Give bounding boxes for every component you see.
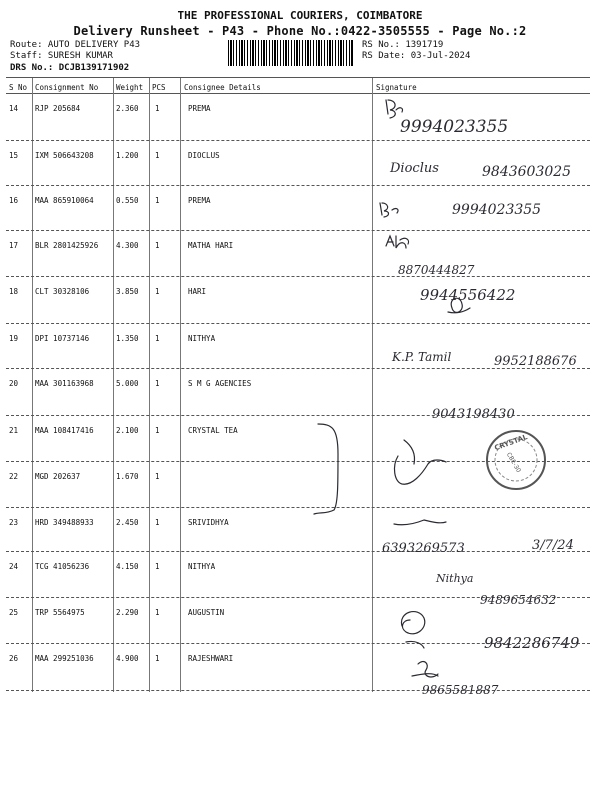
cell-pcs: 1: [155, 196, 160, 205]
cell-sno: 25: [9, 608, 19, 617]
signature-scribble: [395, 440, 446, 484]
cell-sno: 24: [9, 562, 19, 571]
handwritten-phone: 9994023355: [452, 202, 542, 218]
cell-consignment: IXM 506643208: [35, 151, 94, 160]
handwritten-phone: 9842286749: [484, 634, 580, 652]
cell-consignment: RJP 205684: [35, 104, 81, 113]
cell-sno: 22: [9, 472, 19, 481]
cell-sno: 14: [9, 104, 19, 113]
cell-consignment: MAA 301163968: [35, 379, 94, 388]
cell-sno: 26: [9, 654, 19, 663]
cell-pcs: 1: [155, 334, 160, 343]
col-header-sno: S No: [9, 83, 28, 92]
cell-pcs: 1: [155, 241, 160, 250]
company-title: THE PROFESSIONAL COURIERS, COIMBATORE: [177, 9, 423, 22]
cell-weight: 4.150: [116, 562, 139, 571]
cell-pcs: 1: [155, 379, 160, 388]
cell-consignment: CLT 30328106: [35, 287, 90, 296]
cell-sno: 18: [9, 287, 19, 296]
cell-sno: 19: [9, 334, 19, 343]
handwritten-phone: 9843603025: [482, 164, 572, 180]
cell-weight: 0.550: [116, 196, 139, 205]
col-header-consignee: Consignee Details: [184, 83, 261, 92]
cell-weight: 4.300: [116, 241, 139, 250]
cell-consignee: PREMA: [188, 104, 211, 113]
cell-pcs: 1: [155, 426, 160, 435]
rs-number: RS No.: 1391719: [362, 40, 444, 50]
cell-consignment: MGD 202637: [35, 472, 81, 481]
cell-consignment: TCG 41056236: [35, 562, 90, 571]
handwritten-name: Dioclus: [390, 161, 439, 176]
handwritten-phone: 8870444827: [398, 263, 475, 277]
cell-weight: 1.670: [116, 472, 139, 481]
staff-label: Staff: SURESH KUMAR: [10, 51, 113, 61]
cell-weight: 2.100: [116, 426, 139, 435]
cell-consignee: S M G AGENCIES: [188, 379, 252, 388]
col-header-weight: Weight: [116, 83, 144, 92]
stamp-text: CRYSTAL: [493, 433, 529, 453]
stamp-subtext: CBE-30: [504, 451, 522, 474]
cell-weight: 2.450: [116, 518, 139, 527]
handwritten-phone: 6393269573: [382, 541, 465, 556]
runsheet-subtitle: Delivery Runsheet - P43 - Phone No.:0422-3505555 - Page No.:2: [73, 24, 527, 38]
handwritten-phone: 9952188676: [494, 354, 577, 369]
signature-scribble: [386, 100, 403, 118]
cell-consignee: CRYSTAL TEA: [188, 426, 238, 435]
cell-pcs: 1: [155, 518, 160, 527]
handwritten-phone: 9865581887: [422, 683, 499, 697]
col-header-signature: Signature: [376, 83, 417, 92]
cell-consignment: MAA 108417416: [35, 426, 94, 435]
cell-consignment: TRP 5564975: [35, 608, 85, 617]
cell-weight: 2.290: [116, 608, 139, 617]
cell-pcs: 1: [155, 562, 160, 571]
cell-pcs: 1: [155, 287, 160, 296]
cell-sno: 21: [9, 426, 19, 435]
signature-scribble: [412, 662, 438, 677]
col-header-pcs: PCS: [152, 83, 166, 92]
handwritten-date: 3/7/24: [532, 538, 574, 553]
cell-consignment: MAA 299251036: [35, 654, 94, 663]
cell-pcs: 1: [155, 472, 160, 481]
cell-weight: 3.850: [116, 287, 139, 296]
handwritten-phone: 9994023355: [400, 117, 509, 137]
cell-sno: 17: [9, 241, 19, 250]
cell-consignee: PREMA: [188, 196, 211, 205]
cell-consignee: AUGUSTIN: [188, 608, 225, 617]
cell-consignee: RAJESHWARI: [188, 654, 234, 663]
cell-pcs: 1: [155, 151, 160, 160]
cell-pcs: 1: [155, 608, 160, 617]
cell-weight: 1.200: [116, 151, 139, 160]
handwritten-phone: 9944556422: [420, 286, 516, 304]
cell-consignment: MAA 865910064: [35, 196, 94, 205]
cell-pcs: 1: [155, 654, 160, 663]
cell-consignee: SRIVIDHYA: [188, 518, 229, 527]
handwritten-name: Nithya: [436, 572, 474, 585]
cell-weight: 2.360: [116, 104, 139, 113]
cell-weight: 4.900: [116, 654, 139, 663]
bracket-mark: [314, 424, 338, 514]
col-header-consignment: Consignment No: [35, 83, 99, 92]
cell-consignee: NITHYA: [188, 562, 216, 571]
cell-consignee: HARI: [188, 287, 207, 296]
handwritten-phone: 9489654632: [480, 593, 557, 607]
cell-consignee: DIOCLUS: [188, 151, 220, 160]
signature-scribble: [386, 236, 409, 248]
signature-scribble: [380, 203, 398, 217]
cell-consignee: MATHA HARI: [188, 241, 234, 250]
cell-consignment: DPI 10737146: [35, 334, 90, 343]
handwritten-phone: 9043198430: [432, 407, 515, 422]
handwritten-name: K.P. Tamil: [392, 350, 452, 364]
route-label: Route: AUTO DELIVERY P43: [10, 40, 141, 50]
cell-consignment: BLR 2801425926: [35, 241, 99, 250]
rs-date: RS Date: 03-Jul-2024: [362, 51, 471, 61]
cell-consignee: NITHYA: [188, 334, 216, 343]
crystal-stamp: [487, 431, 545, 489]
cell-pcs: 1: [155, 104, 160, 113]
signature-scribble: [394, 520, 446, 525]
cell-consignment: HRD 349488933: [35, 518, 94, 527]
cell-sno: 15: [9, 151, 19, 160]
cell-sno: 23: [9, 518, 19, 527]
cell-weight: 5.000: [116, 379, 139, 388]
cell-sno: 20: [9, 379, 19, 388]
cell-weight: 1.350: [116, 334, 139, 343]
signature-scribble: [401, 612, 424, 648]
drs-number: DRS No.: DCJB139171902: [10, 63, 130, 73]
cell-sno: 16: [9, 196, 19, 205]
